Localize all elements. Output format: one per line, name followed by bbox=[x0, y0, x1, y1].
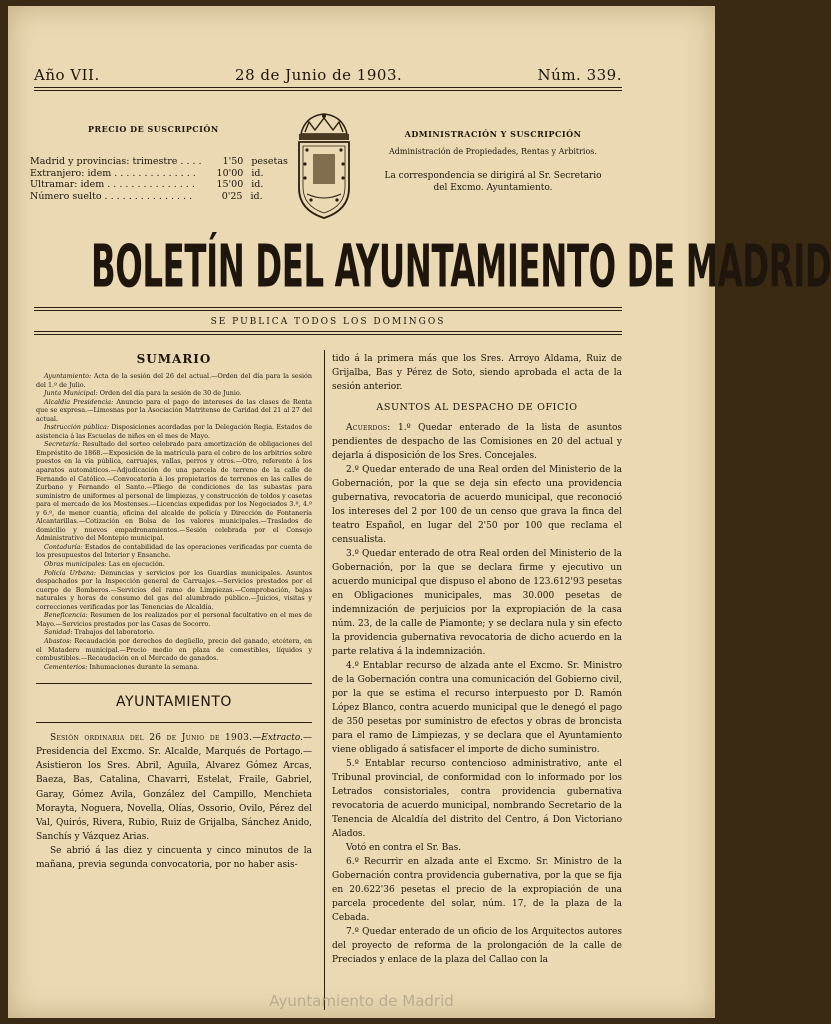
agreement-item: Acuerdos: 1.º Quedar enterado de la lista de asuntos pendientes de despacho de las Comisiones en 20 del actual y dejarla á disposición de los Sres. Concejales. bbox=[332, 423, 622, 461]
agreement-item: 7.º Quedar enterado de un oficio de los Arquitectos autores del proyecto de reforma de la prolongación de la calle de Preciados y enlace de la plaza del Callao con la bbox=[332, 927, 622, 965]
left-column bbox=[36, 352, 312, 872]
subscription-prices bbox=[30, 156, 290, 202]
administration-line-1: La correspondencia se dirigirá al Sr. Secretario bbox=[384, 171, 602, 181]
masthead-title: BOLETÍN DEL AYUNTAMIENTO DE MADRID bbox=[91, 232, 831, 301]
newspaper-page bbox=[8, 6, 831, 1018]
right-column bbox=[332, 352, 622, 967]
administration-title: ADMINISTRACIÓN Y SUSCRIPCIÓN bbox=[404, 129, 582, 139]
agreement-item: 5.º Entablar recurso contencioso administrativo, ante el Tribunal provincial, de conformidad con lo informado por los Letrados consistoriales, contra providencia gubernativa revocatoria de acuerdo municipal, nombrando Secretario de la Tenencia de Alcaldía del distrito del Centro, á Don Victoriano Alados. bbox=[332, 759, 622, 839]
issue-number: Núm. 339. bbox=[537, 66, 622, 84]
header-rule-bottom bbox=[34, 90, 622, 91]
sumario-entry: Ayuntamiento: Acta de la sesión del 26 del actual.—Orden del día para la sesión del 1.º de Julio. bbox=[36, 372, 312, 389]
header-rule-top bbox=[34, 87, 622, 88]
issue-year: Año VII. bbox=[34, 66, 100, 84]
administration-block bbox=[368, 128, 618, 194]
ayuntamiento-heading: AYUNTAMIENTO bbox=[36, 683, 312, 723]
price-row: Número suelto . . . . . . . . . . . . . . . 0'25 id. bbox=[30, 190, 263, 202]
agreement-item: 3.º Quedar enterado de otra Real orden del Ministerio de la Gobernación, por la que se declara firme y ejecutivo un acuerdo municipal que dispuso el abono de 123.612'93 pesetas en Obligaciones municipales, mas 30.000 pesetas de indemnización de perjuicios por la expropiación de la casa núm. 23, de la calle de Piamonte; y se declara nula y sin efecto la providencia gubernativa revocatoria de dicho acuerdo en la parte relativa á la indemnización. bbox=[332, 549, 622, 657]
session-paragraph: Se abrió á las diez y cincuenta y cinco minutos de la mañana, previa segunda convocatoria, por no haber asis- bbox=[36, 845, 312, 870]
continuation-paragraph: tido á la primera más que los Sres. Arroyo Aldama, Ruiz de Grijalba, Bas y Pérez de Soto, siendo aprobada el acta de la sesión anterior. bbox=[332, 354, 622, 392]
sumario-entry: Beneficencia: Resumen de los realizados por el personal facultativo en el mes de Mayo.—Servicios prestados por las Casas de Socorro. bbox=[36, 611, 312, 628]
agreement-item: Votó en contra el Sr. Bas. bbox=[346, 843, 462, 853]
sumario-entry: Contaduría: Estados de contabilidad de las operaciones verificadas por cuenta de los presupuestos del Interior y Ensanche. bbox=[36, 542, 312, 560]
subscription-title: PRECIO DE SUSCRIPCIÓN bbox=[88, 124, 219, 134]
administration-line-2: del Excmo. Ayuntamiento. bbox=[433, 183, 553, 193]
agreement-item: 2.º Quedar enterado de una Real orden del Ministerio de la Gobernación, por la que se deja sin efecto una providencia gubernativa, revocatoria de acuerdo municipal, que reconoció los intereses del 2 por 100 de un censo que grava la finca del teatro Español, en lugar del 2'50 por 100 que reclama el censualista. bbox=[332, 465, 622, 545]
sumario-entry: Junta Municipal: Orden del día para la sesión de 30 de Junio. bbox=[44, 389, 242, 398]
archive-watermark: Ayuntamiento de Madrid bbox=[269, 992, 454, 1010]
column-divider bbox=[324, 350, 325, 1010]
sumario-entry: Cementerios: Inhumaciones durante la semana. bbox=[44, 662, 200, 671]
weekly-rule-bottom bbox=[34, 334, 622, 335]
asuntos-heading: ASUNTOS AL DESPACHO DE OFICIO bbox=[376, 402, 578, 413]
masthead-rule-top bbox=[34, 307, 622, 308]
price-row: Extranjero: idem . . . . . . . . . . . . . . 10'00 id. bbox=[30, 167, 264, 179]
sumario-entry: Obras municipales: Las en ejecución. bbox=[44, 560, 165, 569]
sumario-entry: Alcaldía Presidencia: Anuncio para el pago de intereses de las clases de Renta que se expresa.—Limosnas por la Asociación Matritense de Caridad del 21 al 27 del actual. bbox=[36, 397, 312, 423]
sumario-entry: Instrucción pública: Disposiciones acordadas por la Delegación Regia. Estados de asistencia á las Escuelas de niños en el mes de Mayo. bbox=[36, 423, 312, 440]
madrid-coat-of-arms-icon bbox=[291, 110, 357, 222]
sumario-list bbox=[36, 372, 312, 671]
sumario-entry: Policía Urbana: Denuncias y servicios por los Guardias municipales. Asuntos despachados por la Inspección general de Carruajes.—Servicios prestados por el cuerpo de Bomberos.—Servicios del ramo de Limpiezas.—Comprobación, bajas naturales y horas de consumo del gas del alumbrado público.—Juicios, visitas y correcciones verificadas por las Tenencias de Alcaldía. bbox=[36, 568, 312, 611]
publication-frequency: SE PUBLICA TODOS LOS DOMINGOS bbox=[210, 317, 446, 327]
masthead-rule-mid bbox=[34, 310, 622, 311]
issue-header bbox=[34, 66, 622, 84]
sumario-heading: SUMARIO bbox=[136, 352, 212, 366]
sumario-entry: Secretaría: Resultado del sorteo celebrado para amortización de obligaciones del Empréstito de 1868.—Exposición de la matrícula para el cobro de los arbitrios sobre puestos en la vía pública, carruajes, vallas, perros y otros.—Otro, referente á los aparatos automáticos.—Adjudicación de una parcela de terreno de la calle de Fernando el Católico.—Convocatoria á los propietarios de terrenos en las calles de Zurbano y Fernando el Santo.—Pliego de condiciones de las subastas para suministro de uniformes al personal de limpiezas, y construcción de toldos y casetas para el mercado de los Mostenses.—Licencias expedidas por los Negociados 3.º, 4.º y 6.º, de menor cuantía, oficina del alcalde de policía y Dirección de Fontanería Alcantarillas.—Cotización en Bolsa de los valores municipales.—Traslados de domicilio y nuevos empadronamientos.—Sesión celebrada por el Consejo Administrativo del Montepío municipal. bbox=[36, 440, 312, 543]
price-row: Madrid y provincias: trimestre . . . . 1'50 pesetas bbox=[30, 156, 288, 167]
agreement-item: 6.º Recurrir en alzada ante el Excmo. Sr. Ministro de la Gobernación contra providencia gubernativa, por la que se fija en 20.622'36 pesetas el precio de la expropiación de una parcela procedente del solar, núm. 17, de la plaza de la Cebada. bbox=[332, 857, 622, 923]
agreement-item: 4.º Entablar recurso de alzada ante el Excmo. Sr. Ministro de la Gobernación contra una comunicación del Gobierno civil, por la que se estima el recurso interpuesto por D. Ramón López Blanco, contra acuerdo municipal que le denegó el pago de 350 pesetas por suministro de efectos y obras de broncista para el ramo de Limpiezas, y se declara que el Ayuntamiento viene obligado á satisfacer el importe de dicho suministro. bbox=[332, 661, 622, 755]
price-row: Ultramar: idem . . . . . . . . . . . . . . . 15'00 id. bbox=[30, 179, 264, 190]
sumario-entry: Sanidad: Trabajos del laboratorio. bbox=[44, 628, 155, 637]
issue-date: 28 de Junio de 1903. bbox=[235, 66, 403, 84]
sumario-entry: Abastos: Recaudación por derechos de degüello, precio del ganado, etcétera, en el Matadero municipal.—Precio medio en plaza de comestibles, líquidos y combustibles.—Recaudación en el Mercado de ganados. bbox=[36, 636, 312, 663]
ayuntamiento-session-text bbox=[36, 731, 312, 872]
session-paragraph: Sesión ordinaria del 26 de Junio de 1903.—Extracto.—Presidencia del Excmo. Sr. Alcalde, Marqués de Portago.—Asistieron los Sres. Abril, Aguila, Alvarez Gómez Arcas, Baeza, Bas, Catalina, Chavarri, Estelat, Fraile, Gabriel, Garay, Gómez Avila, González del Campillo, Menchieta Morayta, Noguera, Novella, Olías, Ossorio, Ovilo, Pérez del Val, Quirós, Rivera, Rubio, Ruiz de Grijalba, Sánchez Anido, Sanchís y Vázquez Arias. bbox=[36, 733, 312, 842]
right-column-text bbox=[332, 352, 622, 967]
weekly-rule-top bbox=[34, 331, 622, 332]
administration-subtitle: Administración de Propiedades, Rentas y Arbitrios. bbox=[389, 147, 597, 156]
